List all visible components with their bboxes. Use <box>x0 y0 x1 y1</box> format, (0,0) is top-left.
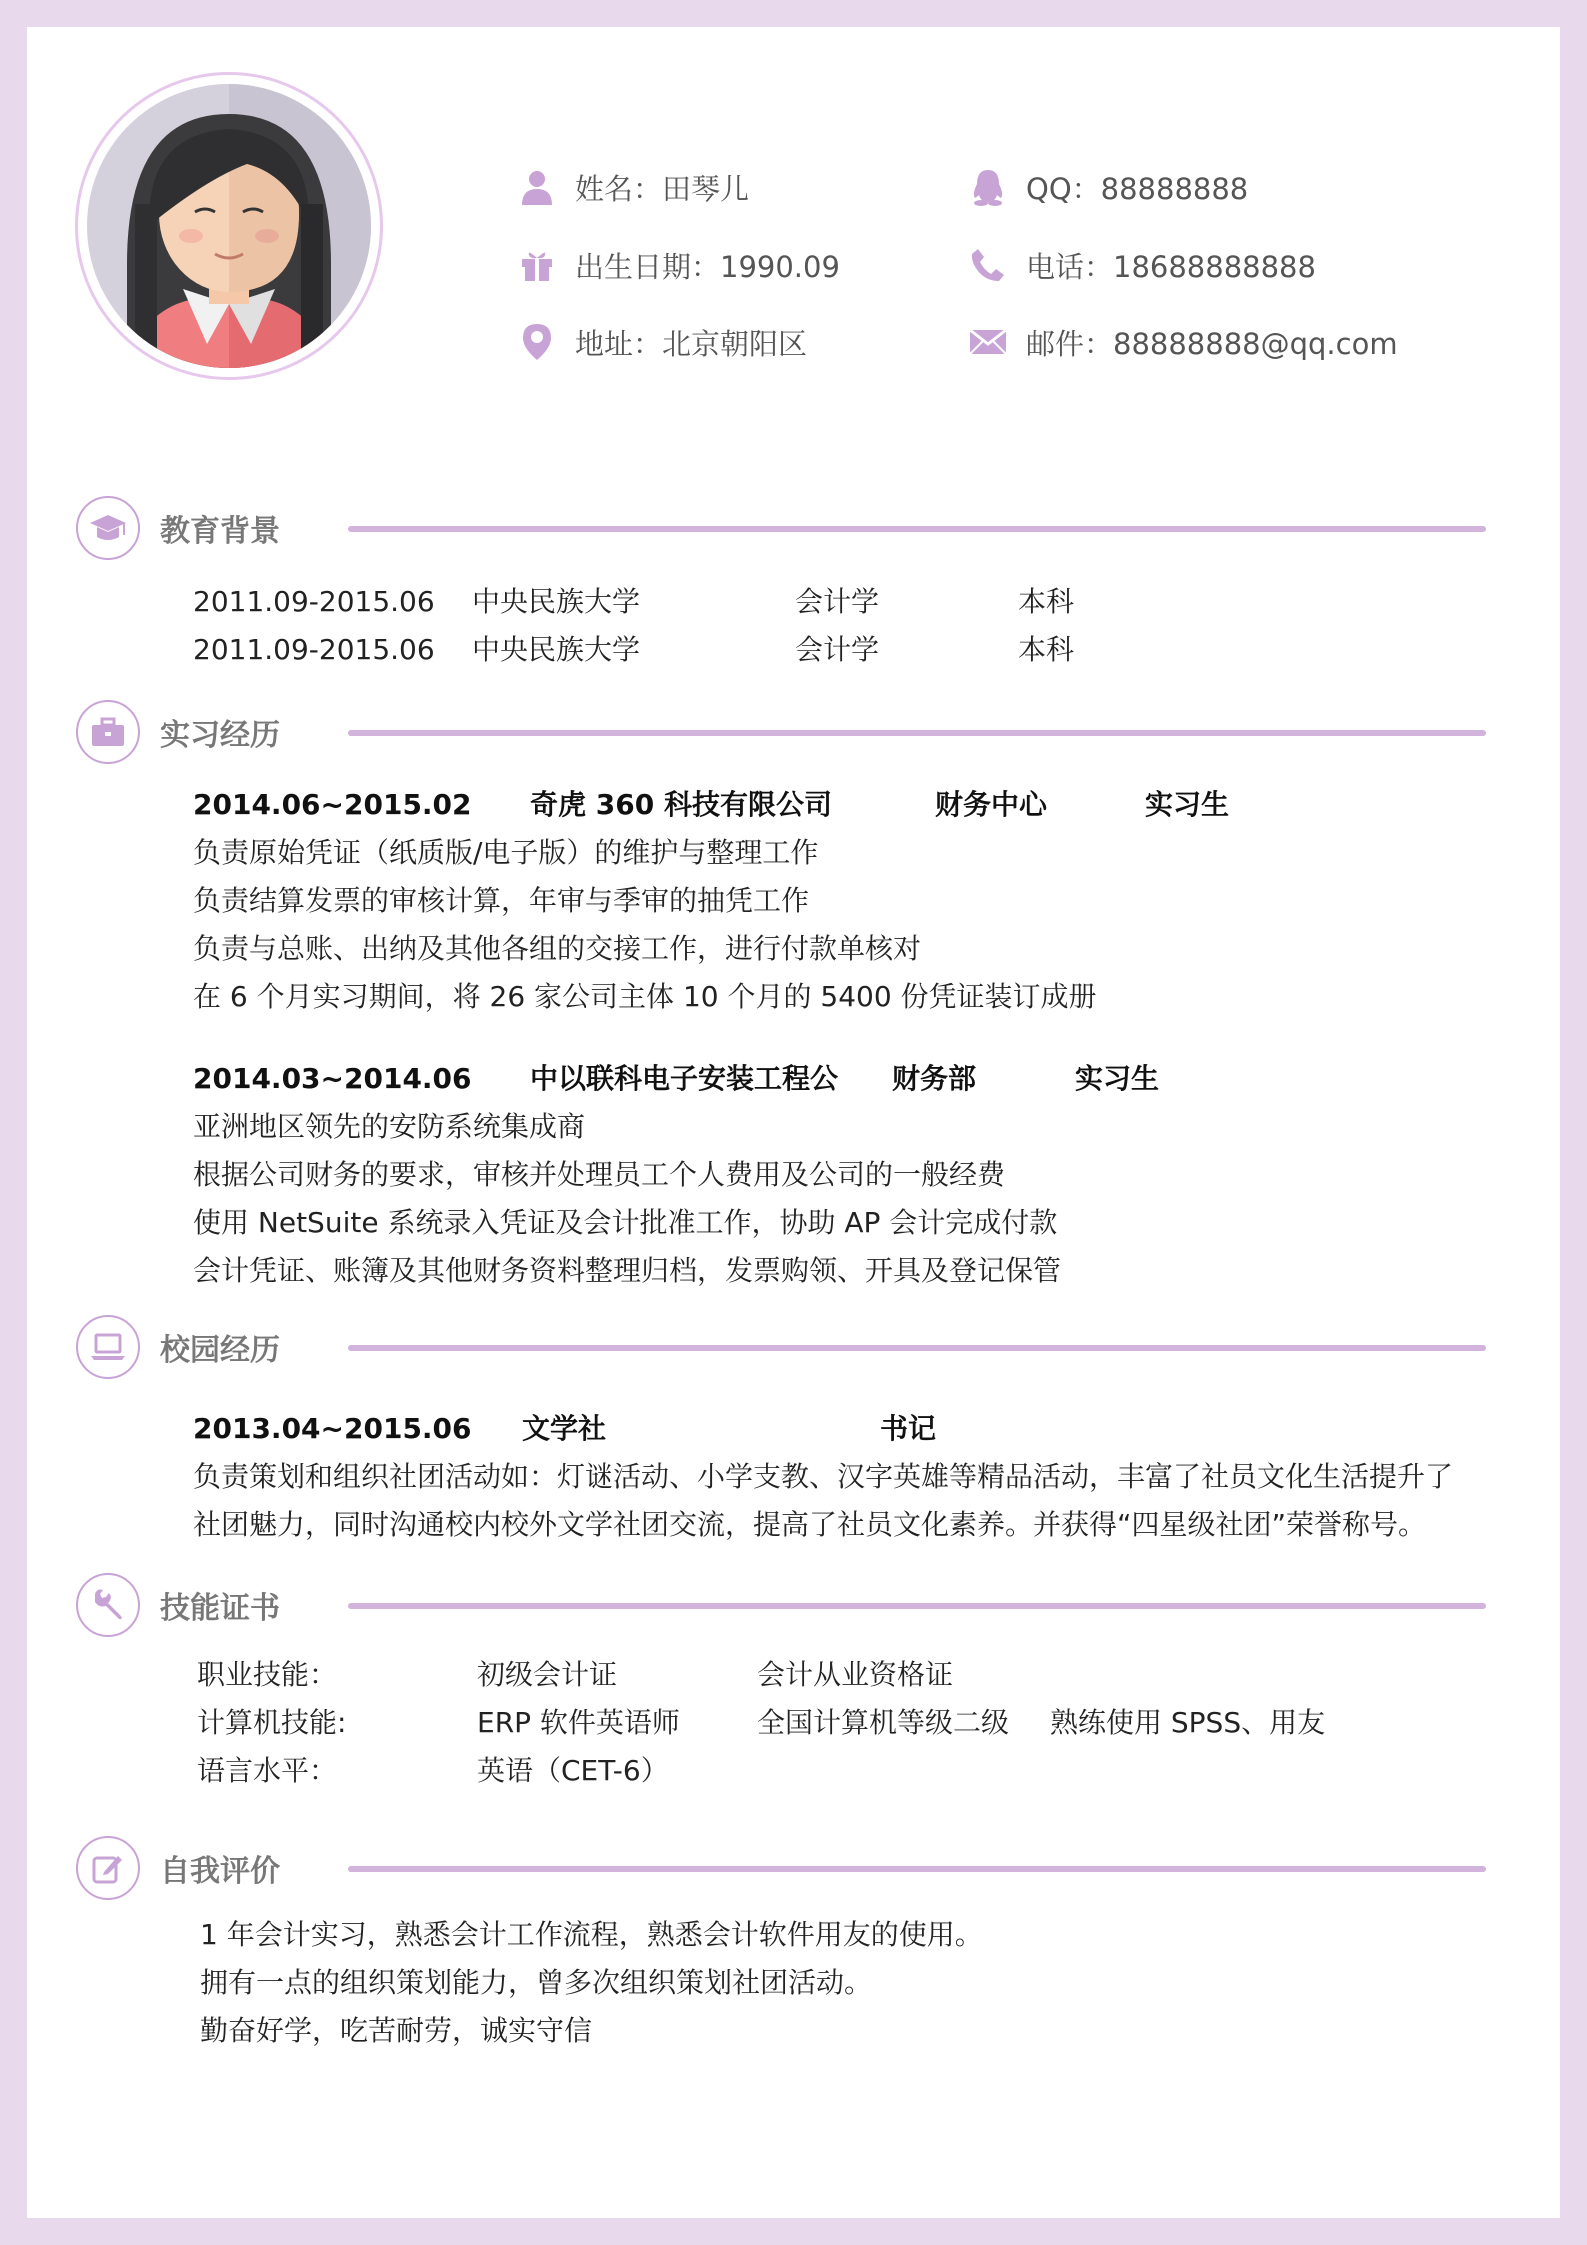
avatar-illustration <box>87 84 371 368</box>
campus-role: 书记 <box>880 1412 937 1445</box>
self-eval-line: 勤奋好学，吃苦耐劳，诚实守信 <box>200 2014 593 2047</box>
section-divider <box>348 730 1486 736</box>
info-qq: QQ：88888888 <box>968 167 1248 207</box>
job-line: 根据公司财务的要求，审核并处理员工个人费用及公司的一般经费 <box>193 1158 1006 1191</box>
info-address: 地址：北京朝阳区 <box>517 322 807 362</box>
self-eval-line: 1 年会计实习，熟悉会计工作流程，熟悉会计软件用友的使用。 <box>200 1918 983 1951</box>
info-name: 姓名：田琴儿 <box>517 167 749 207</box>
job-company: 中以联科电子安装工程公 <box>530 1062 839 1095</box>
job-line: 亚洲地区领先的安防系统集成商 <box>193 1110 586 1143</box>
mail-icon <box>968 322 1008 362</box>
job-company: 奇虎 360 科技有限公司 <box>530 788 832 821</box>
job-line: 负责与总账、出纳及其他各组的交接工作，进行付款单核对 <box>193 932 922 965</box>
campus-period: 2013.04~2015.06 <box>193 1412 472 1445</box>
section-campus <box>76 1315 1486 1381</box>
job-line: 在 6 个月实习期间，将 26 家公司主体 10 个月的 5400 份凭证装订成册 <box>193 980 1097 1013</box>
section-education <box>76 496 1486 562</box>
edu-major: 会计学 <box>795 633 880 666</box>
edu-school: 中央民族大学 <box>472 585 641 618</box>
briefcase-icon <box>76 700 140 764</box>
job-line: 负责原始凭证（纸质版/电子版）的维护与整理工作 <box>193 836 819 869</box>
job-period: 2014.03~2014.06 <box>193 1062 472 1095</box>
job-role: 实习生 <box>1145 788 1230 821</box>
edu-school: 中央民族大学 <box>472 633 641 666</box>
section-title: 自我评价 <box>160 1854 280 1889</box>
gift-icon <box>517 245 557 285</box>
location-pin-icon <box>517 322 557 362</box>
skill-label: 语言水平： <box>197 1754 338 1787</box>
job-line: 会计凭证、账簿及其他财务资料整理归档，发票购领、开具及登记保管 <box>193 1254 1062 1287</box>
edu-period: 2011.09-2015.06 <box>193 633 435 666</box>
skill-item: 熟练使用 SPSS、用友 <box>1050 1706 1326 1739</box>
section-title: 校园经历 <box>160 1333 280 1368</box>
skill-item: 全国计算机等级二级 <box>757 1706 1010 1739</box>
info-phone: 电话：18688888888 <box>968 245 1316 285</box>
skill-label: 职业技能： <box>197 1658 338 1691</box>
skill-item: ERP 软件英语师 <box>477 1706 680 1739</box>
section-title: 教育背景 <box>160 514 280 549</box>
edu-degree: 本科 <box>1018 633 1075 666</box>
skill-item: 初级会计证 <box>477 1658 618 1691</box>
edit-icon <box>76 1836 140 1900</box>
avatar <box>75 72 383 380</box>
campus-org: 文学社 <box>522 1412 607 1445</box>
job-dept: 财务中心 <box>935 788 1048 821</box>
edu-major: 会计学 <box>795 585 880 618</box>
skill-item: 会计从业资格证 <box>757 1658 954 1691</box>
section-title: 技能证书 <box>160 1591 280 1626</box>
phone-icon <box>968 245 1008 285</box>
skill-label: 计算机技能: <box>197 1706 347 1739</box>
person-icon <box>517 167 557 207</box>
section-skills <box>76 1573 1486 1639</box>
penguin-icon <box>968 167 1008 207</box>
skill-item: 英语（CET-6） <box>477 1754 669 1787</box>
info-birth: 出生日期：1990.09 <box>517 245 840 285</box>
info-email: 邮件：88888888@qq.com <box>968 322 1398 362</box>
section-divider <box>348 1603 1486 1609</box>
section-title: 实习经历 <box>160 718 280 753</box>
self-eval-line: 拥有一点的组织策划能力，曾多次组织策划社团活动。 <box>200 1966 873 1999</box>
job-role: 实习生 <box>1075 1062 1160 1095</box>
campus-line: 负责策划和组织社团活动如：灯谜活动、小学支教、汉字英雄等精品活动，丰富了社员文化生活提升了 <box>193 1460 1454 1493</box>
section-self-eval <box>76 1836 1486 1902</box>
campus-line: 社团魅力，同时沟通校内校外文学社团交流，提高了社员文化素养。并获得“四星级社团”荣誉称号。 <box>193 1508 1427 1541</box>
section-divider <box>348 1866 1486 1872</box>
edu-period: 2011.09-2015.06 <box>193 585 435 618</box>
edu-degree: 本科 <box>1018 585 1075 618</box>
laptop-icon <box>76 1315 140 1379</box>
section-divider <box>348 526 1486 532</box>
section-divider <box>348 1345 1486 1351</box>
job-line: 负责结算发票的审核计算，年审与季审的抽凭工作 <box>193 884 810 917</box>
section-internship <box>76 700 1486 766</box>
job-line: 使用 NetSuite 系统录入凭证及会计批准工作，协助 AP 会计完成付款 <box>193 1206 1058 1239</box>
job-period: 2014.06~2015.02 <box>193 788 472 821</box>
job-dept: 财务部 <box>892 1062 977 1095</box>
wrench-icon <box>76 1573 140 1637</box>
graduation-cap-icon <box>76 496 140 560</box>
